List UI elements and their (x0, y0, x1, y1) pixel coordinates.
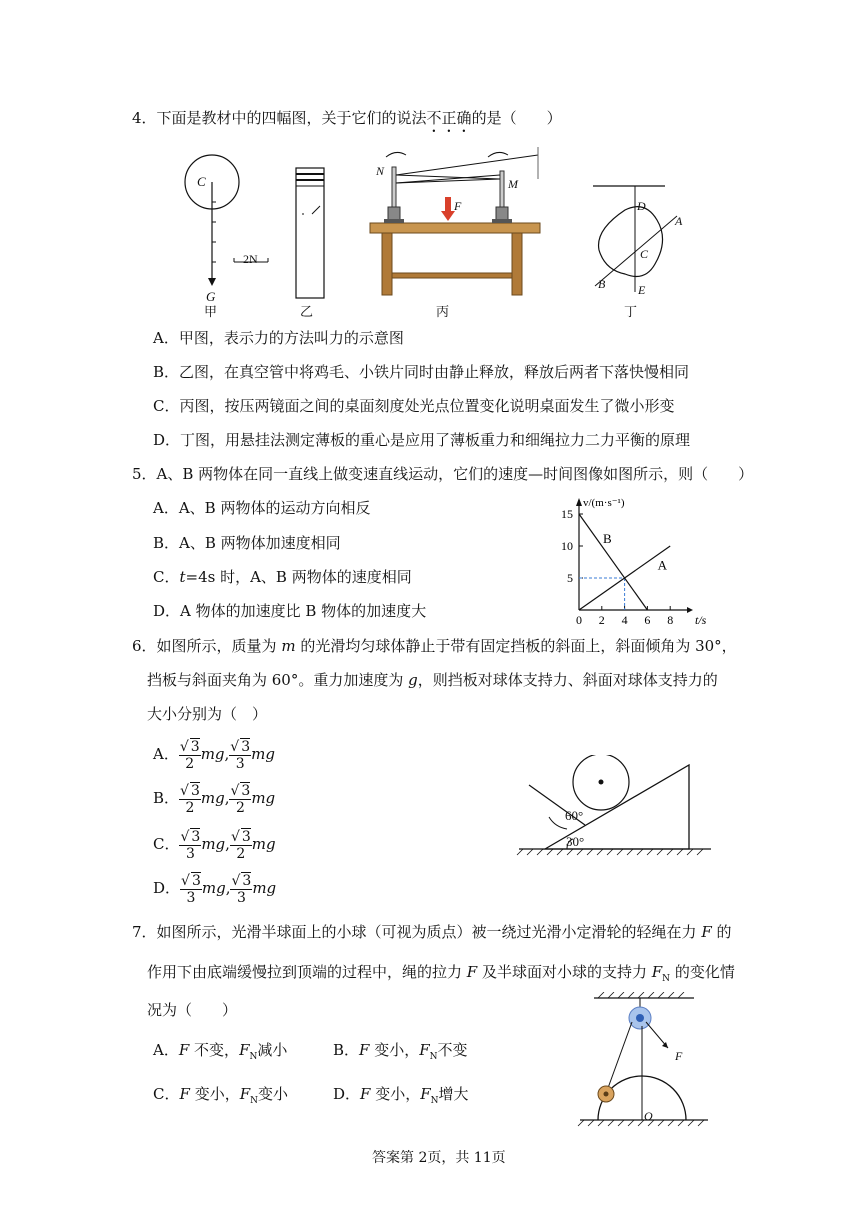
q6-fig-angle-60: 60° (565, 808, 584, 823)
y-axis-label: v/(m·s⁻¹) (583, 497, 625, 509)
q5-option-c-t: t (179, 568, 186, 586)
fig-ding-label-e: E (638, 283, 646, 297)
option-label: D． (333, 1085, 361, 1103)
q6-option-b: B． $\frac{√ 3}{2}$ mg, $\frac{√ 3}{2}$ mg (153, 783, 276, 816)
fig-jia-caption: 甲 (204, 305, 218, 320)
x-tick-label: 6 (644, 613, 651, 627)
q4-stem-end: 的是（ ） (471, 109, 562, 127)
option-text: 变小 (258, 1085, 289, 1103)
q7-fig-label-o: O (644, 1109, 653, 1123)
q7-option-c (153, 1084, 288, 1111)
q5-option-c-prefix: C． (153, 568, 180, 586)
force-fn-sub: N (250, 1096, 258, 1106)
figure-yi (292, 162, 332, 302)
force-f: F (359, 1041, 370, 1059)
fig-ding-label-c: C (640, 247, 649, 261)
fig-ding-caption: 丁 (624, 305, 638, 320)
fig-jia-scale: 2N (243, 252, 258, 266)
q5-option-b: B．A、B 两物体加速度相同 (153, 534, 341, 552)
y-tick-label: 5 (567, 571, 573, 585)
fig-ding-label-b: B (598, 277, 606, 291)
q6-option-c: C． $\frac{√ 3}{3}$ mg, $\frac{√ 3}{2}$ mg (153, 829, 276, 862)
q7-fig-label-f: F (675, 1049, 683, 1063)
fig-bing-caption: 丙 (436, 305, 450, 320)
option-text: 增大 (438, 1085, 469, 1103)
q7-line2-b: 及半球面对小球的支持力 (477, 963, 652, 981)
mg-text: mg (252, 879, 277, 897)
mg-text: mg (251, 789, 276, 807)
q7-line2-fn: F (651, 963, 663, 981)
q6-line2-a: 挡板与斜面夹角为 60°。重力加速度为 (147, 671, 409, 689)
option-text: 变小， (374, 1041, 420, 1059)
option-text: 变小， (194, 1085, 240, 1103)
q6-option-a: A． $\frac{√ 3}{2}$ mg, $\frac{√ 3}{3}$ mg (153, 739, 275, 772)
q4-option-a: A．甲图，表示力的方法叫力的示意图 (153, 329, 404, 347)
fig-ding-label-a: A (675, 214, 683, 228)
fraction: $\frac{√ 3}{3}$ (231, 873, 252, 906)
y-tick-label: 10 (561, 539, 573, 553)
q4-option-d: D．丁图，用悬挂法测定薄板的重心是应用了薄板重力和细绳拉力二力平衡的原理 (153, 431, 691, 449)
series-label-a: A (657, 557, 668, 573)
q7-option-d (333, 1084, 469, 1111)
q7-option-a (153, 1040, 287, 1067)
x-axis-label: t/s (695, 613, 707, 627)
q6-option-d: D． $\frac{√ 3}{3}$ mg, $\frac{√ 3}{3}$ mg (153, 873, 277, 906)
fraction: $\frac{√ 3}{3}$ (230, 739, 251, 772)
x-axis-arrow (687, 607, 693, 613)
option-label: A． (153, 1041, 179, 1059)
q6-line1-m: m (281, 637, 296, 655)
fig-jia-label-c: C (197, 174, 206, 189)
force-fn-sub: N (249, 1052, 258, 1062)
force-f: F (178, 1041, 190, 1059)
option-text: 减小 (257, 1041, 288, 1059)
y-axis-arrow (576, 498, 582, 506)
force-f: F (360, 1085, 371, 1103)
q7-line2-fn-sub: N (662, 974, 671, 984)
page-footer: 答案第 2页，共 11页 (372, 1150, 506, 1166)
q6-line1-b: 的光滑均匀球体静止于带有固定挡板的斜面上，斜面倾角为 30°， (295, 637, 737, 655)
option-label: B． (333, 1041, 360, 1059)
force-fn: F (419, 1041, 430, 1059)
q4-stem (132, 108, 562, 136)
mg-text: mg (200, 745, 225, 763)
force-f: F (179, 1085, 190, 1103)
q6-line2-g: g (408, 671, 418, 689)
q7-line3: 况为（ ） (147, 1001, 238, 1019)
fraction: $\frac{√ 3}{2}$ (179, 739, 200, 772)
x-tick-label: 0 (576, 613, 582, 627)
q5-option-c (153, 567, 412, 587)
q5-stem: 5．A、B 两物体在同一直线上做变速直线运动，它们的速度—时间图像如图所示，则（ ） (132, 465, 754, 483)
fraction: $\frac{√ 3}{3}$ (180, 829, 201, 862)
q6-line1 (132, 636, 737, 656)
force-fn: F (239, 1085, 251, 1103)
x-tick-label: 4 (621, 613, 628, 627)
q4-option-c: C．丙图，按压两镜面之间的桌面刻度处光点位置变化说明桌面发生了微小形变 (153, 397, 675, 415)
option-label: C． (153, 835, 180, 853)
q6-line3: 大小分别为（ ） (147, 705, 268, 723)
force-fn: F (420, 1085, 431, 1103)
option-label: A． (153, 745, 179, 763)
q6-line2 (147, 670, 718, 690)
q7-line2-a: 作用下由底端缓慢拉到顶端的过程中，绳的拉力 (147, 963, 467, 981)
fig-bing-label-m: M (508, 177, 518, 191)
figure-jia (170, 150, 280, 320)
q5-option-a: A．A、B 两物体的运动方向相反 (153, 499, 371, 517)
option-label: D． (153, 879, 181, 897)
q7-option-b (333, 1040, 468, 1067)
figure-bing (362, 145, 548, 300)
q7-line2-c: 的变化情 (670, 963, 735, 981)
q7-line2-f: F (466, 963, 478, 981)
q4-stem-text: 4．下面是教材中的四幅图，关于它们的说法 (132, 109, 427, 127)
q5-option-c-rest: =4s 时，A、B 两物体的速度相同 (185, 568, 412, 586)
force-fn: F (239, 1041, 250, 1059)
q6-fig-angle-30: 30° (566, 834, 585, 849)
q7-line1 (132, 922, 732, 942)
option-label: C． (153, 1085, 180, 1103)
q5-option-d: D．A 物体的加速度比 B 物体的加速度大 (153, 602, 427, 620)
option-text: 不变， (194, 1041, 240, 1059)
q6-line2-b: ，则挡板对球体支持力、斜面对球体支持力的 (417, 671, 718, 689)
x-tick-label: 2 (598, 613, 605, 627)
vt-chart (555, 492, 715, 632)
force-fn-sub: N (430, 1096, 439, 1106)
fraction: $\frac{√ 3}{3}$ (181, 873, 201, 906)
y-tick-label: 15 (561, 507, 573, 521)
fig-yi-caption: 乙 (300, 305, 314, 320)
mg-text: mg (201, 835, 226, 853)
mg-text: mg (200, 789, 225, 807)
option-label: B． (153, 789, 180, 807)
mg-text: mg (201, 879, 226, 897)
q4-stem-emphasis: 不正确 (426, 109, 472, 127)
series-line-b (579, 514, 647, 610)
x-tick-label: 8 (667, 613, 674, 627)
figure-q6 (515, 755, 715, 860)
fig-ding-label-d: D (637, 199, 646, 213)
q7-line1-a: 7．如图所示，光滑半球面上的小球（可视为质点）被一绕过光滑小定滑轮的轻绳在力 (132, 923, 702, 941)
option-text: 不变 (437, 1041, 468, 1059)
fraction: $\frac{√ 3}{2}$ (230, 829, 251, 862)
mg-text: mg (251, 745, 275, 763)
q4-option-b: B．乙图，在真空管中将鸡毛、小铁片同时由静止释放，释放后两者下落快慢相同 (153, 363, 690, 381)
q7-line1-b: 的 (711, 923, 732, 941)
q7-line1-f: F (701, 923, 712, 941)
fig-bing-label-f: F (454, 199, 462, 213)
fraction: $\frac{√ 3}{2}$ (180, 783, 200, 816)
series-label-b: B (602, 530, 612, 546)
fig-jia-label-g: G (206, 289, 216, 304)
fig-bing-label-n: N (376, 164, 385, 178)
option-text: 变小， (375, 1085, 421, 1103)
fraction: $\frac{√ 3}{2}$ (230, 783, 251, 816)
force-fn-sub: N (429, 1052, 438, 1062)
q7-line2 (147, 962, 735, 989)
mg-text: mg (251, 835, 276, 853)
q6-line1-a: 6．如图所示，质量为 (132, 637, 282, 655)
